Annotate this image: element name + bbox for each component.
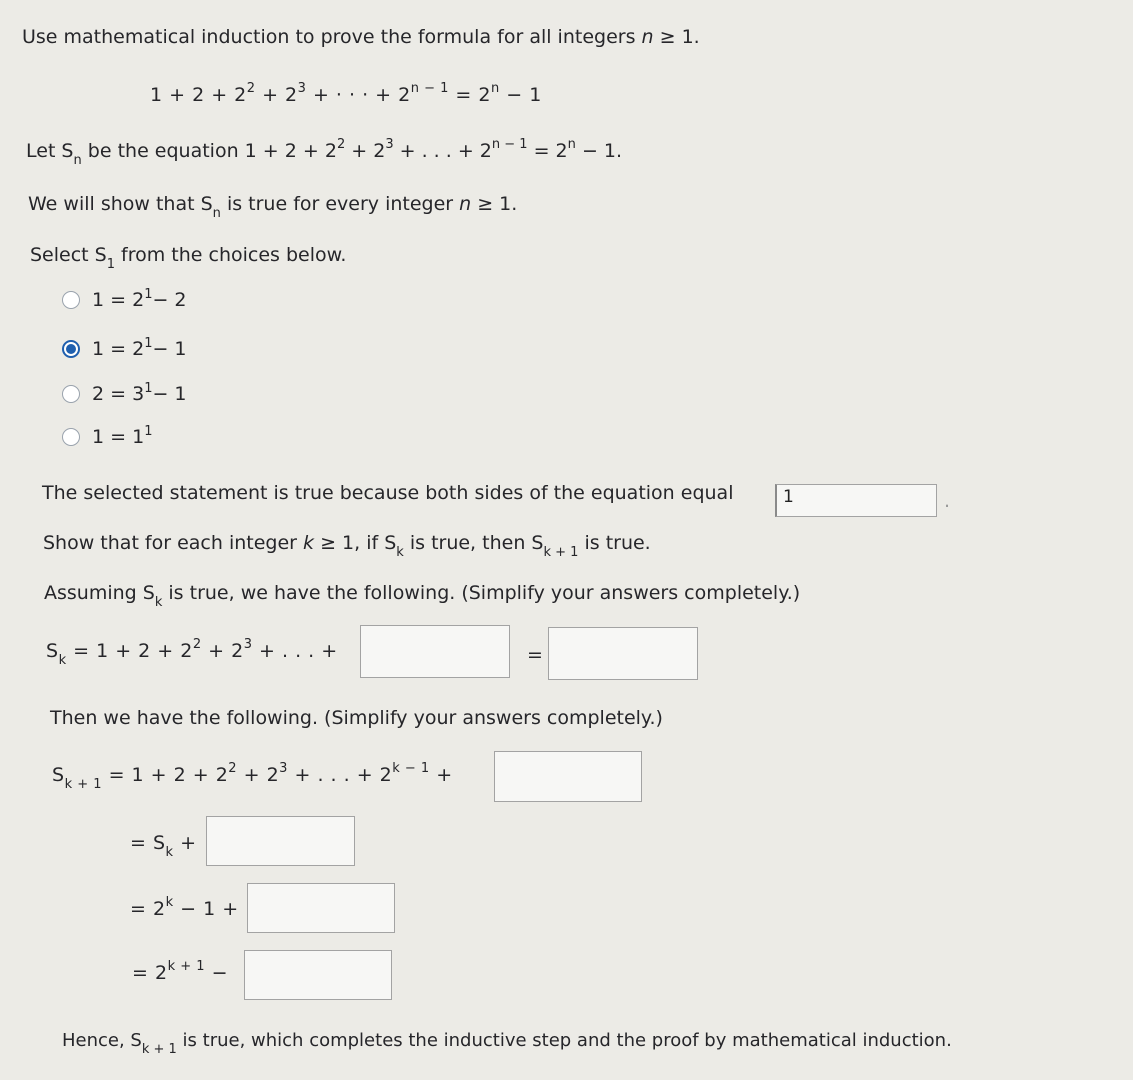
sk1-equation (52, 760, 453, 792)
subscript: n (73, 152, 82, 168)
exponent: n − 1 (491, 136, 528, 152)
text: Select S (30, 244, 107, 266)
exponent: 2 (336, 136, 346, 152)
text: + . . . + (252, 640, 338, 662)
text: + 2 (237, 764, 280, 786)
choice-exponent: 1 (144, 286, 153, 302)
formula-part: − 1 (499, 84, 542, 106)
radio-button[interactable] (62, 428, 80, 446)
text: from the choices below. (115, 244, 347, 266)
sk-equation (46, 636, 338, 668)
step-sk-plus-input[interactable] (206, 816, 355, 866)
subscript: k (396, 544, 404, 560)
choice-text: 2 = 3 (92, 383, 145, 405)
text: Hence, S (62, 1030, 142, 1051)
formula-exponent: 2 (246, 80, 256, 96)
problem-statement (22, 26, 700, 48)
sk-sum-input[interactable] (548, 627, 698, 680)
subscript: 1 (106, 256, 115, 272)
text: We will show that S (28, 193, 213, 215)
selected-statement-text (42, 482, 733, 504)
exponent: k (165, 894, 174, 910)
assuming-statement (44, 582, 801, 610)
text: is true, then S (403, 532, 544, 554)
hence-conclusion (62, 1030, 952, 1057)
text: = 2 (132, 962, 168, 984)
then-we-have-statement: Then we have the following. (Simplify your answers completely.) (50, 707, 663, 729)
text: ≥ 1. (471, 193, 518, 215)
both-sides-answer-input[interactable]: 1 (775, 484, 937, 517)
choice-text: 1 = 2 (92, 289, 145, 311)
text: = 1 + 2 + 2 (66, 640, 193, 662)
choice-option-2[interactable] (62, 334, 187, 364)
let-sn-statement (26, 136, 623, 168)
text: = S (130, 832, 166, 854)
text: = 2 (527, 140, 568, 162)
text: Let S (26, 140, 74, 162)
radio-button[interactable] (62, 385, 80, 403)
formula-exponent: n (490, 80, 500, 96)
subscript: k (154, 594, 163, 610)
exponent: 2 (228, 760, 238, 776)
text: + 2 (201, 640, 244, 662)
subscript: k + 1 (543, 544, 579, 560)
period: . (944, 490, 951, 512)
radio-button[interactable] (62, 291, 80, 309)
prompt-text: Use mathematical induction to prove the formula for all integers (22, 26, 636, 48)
choice-text: − 1 (152, 338, 187, 360)
subscript: k + 1 (141, 1041, 177, 1057)
exponent: 2 (192, 636, 202, 652)
variable: n (459, 193, 472, 215)
choice-text: − 1 (152, 383, 187, 405)
choice-exponent: 1 (144, 380, 153, 396)
text: Assuming S (44, 582, 155, 604)
text: The selected statement is true because both sides of the equation equal (42, 482, 734, 504)
prompt-suffix: ≥ 1. (659, 26, 700, 48)
formula-part: + 2 (255, 84, 298, 106)
text: = 2 (130, 898, 166, 920)
text: − 1 + (173, 898, 239, 920)
text: + . . . + 2 (393, 140, 492, 162)
text: is true, which completes the inductive step and the proof by mathematical induction. (176, 1030, 952, 1051)
text: is true, we have the following. (Simplify your answers completely.) (162, 582, 801, 604)
choice-option-3[interactable] (62, 379, 187, 409)
text: S (52, 764, 65, 786)
formula-exponent: 3 (297, 80, 307, 96)
step-sk-plus (130, 832, 197, 860)
text: + (173, 832, 197, 854)
subscript: k + 1 (64, 776, 103, 792)
formula-part: + · · · + 2 (306, 84, 411, 106)
exponent: 3 (385, 136, 394, 152)
text: − (205, 962, 228, 984)
text: + 2 (345, 140, 386, 162)
formula-exponent: n − 1 (410, 80, 449, 96)
text: = 1 + 2 + 2 (102, 764, 229, 786)
text: S (46, 640, 59, 662)
show-that-statement (43, 532, 651, 560)
text: ≥ 1, if S (314, 532, 397, 554)
choice-option-1[interactable] (62, 285, 187, 315)
step-2k-term-input[interactable] (247, 883, 395, 933)
formula (150, 80, 542, 106)
exponent: 3 (279, 760, 288, 776)
subscript: k (165, 844, 174, 860)
choice-text: − 2 (152, 289, 187, 311)
text: is true for every integer (220, 193, 460, 215)
step-2k1-minus (132, 958, 228, 984)
exponent: k − 1 (392, 760, 430, 776)
text: − 1. (575, 140, 623, 162)
text: + (429, 764, 453, 786)
formula-part: 1 + 2 + 2 (150, 84, 247, 106)
we-will-show-statement (28, 193, 518, 221)
text: be the equation 1 + 2 + 2 (81, 140, 337, 162)
variable: k (303, 532, 315, 554)
choice-text: 1 = 1 (92, 426, 145, 448)
prompt-variable: n (641, 26, 654, 48)
choice-text: 1 = 2 (92, 338, 145, 360)
exponent: k + 1 (167, 958, 206, 974)
sk1-next-term-input[interactable] (494, 751, 642, 802)
equals-sign: = (527, 644, 543, 666)
step-2k1-final-input[interactable] (244, 950, 392, 1000)
sk-last-term-input[interactable] (360, 625, 510, 678)
select-s1-instruction (30, 244, 347, 272)
choice-exponent: 1 (144, 423, 153, 439)
choice-option-4[interactable] (62, 422, 152, 452)
text: Show that for each integer (43, 532, 304, 554)
text: is true. (578, 532, 651, 554)
choice-exponent: 1 (144, 335, 153, 351)
exponent: n (567, 136, 576, 152)
step-2k-minus-1-plus (130, 894, 239, 920)
subscript: n (212, 205, 221, 221)
text: + . . . + 2 (287, 764, 393, 786)
radio-button-selected[interactable] (62, 340, 80, 358)
subscript: k (58, 652, 67, 668)
formula-part: = 2 (448, 84, 491, 106)
exponent: 3 (243, 636, 253, 652)
